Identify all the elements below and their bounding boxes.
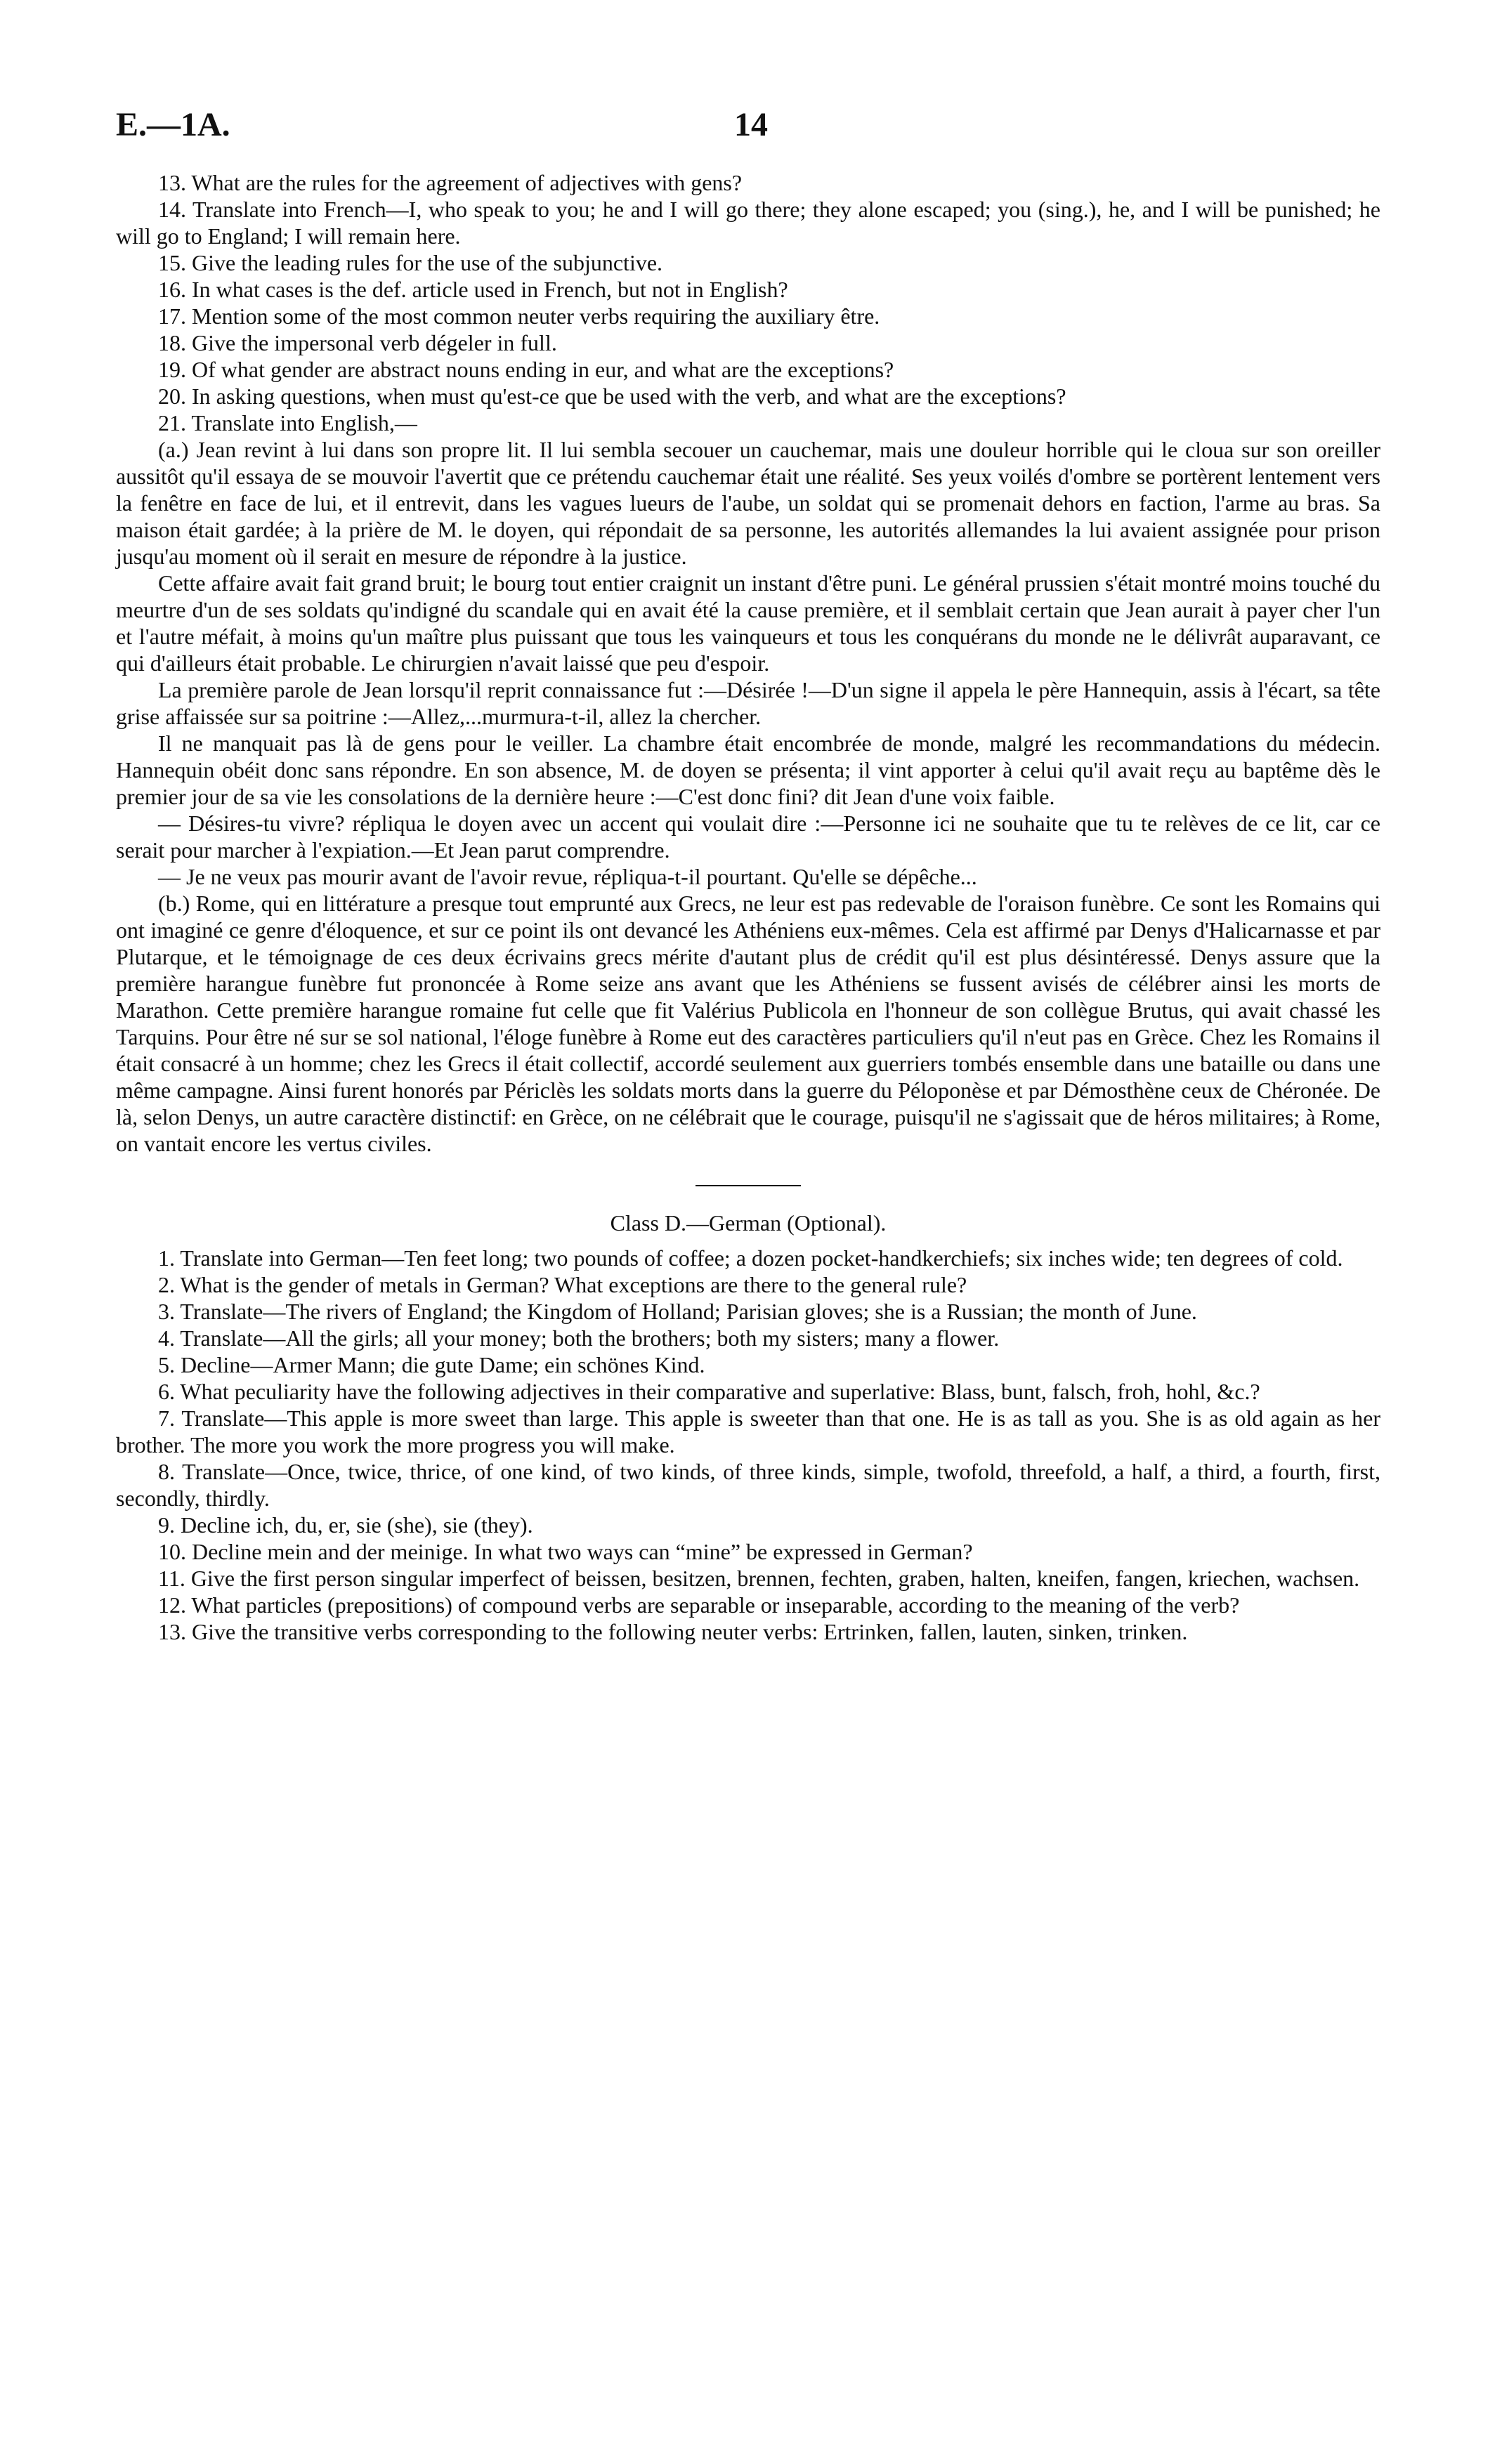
section-title: Class D.—German (Optional). bbox=[610, 1210, 887, 1236]
question: 3. Translate—The rivers of England; the Kingdom of Holland; Parisian gloves; she is a Russian; the month of June. bbox=[158, 1299, 1197, 1324]
question: 17. Mention some of the most common neuter verbs requiring the auxiliary être. bbox=[158, 303, 880, 329]
french-questions bbox=[116, 169, 1380, 436]
question: 13. Give the transitive verbs corresponding to the following neuter verbs: Ertrinken, fallen, lauten, sinken, trinken. bbox=[158, 1619, 1188, 1644]
question: 1. Translate into German—Ten feet long; two pounds of coffee; a dozen pocket-handkerchiefs; six inches wide; ten degrees of cold. bbox=[158, 1245, 1343, 1271]
question: 8. Translate—Once, twice, thrice, of one kind, of two kinds, of three kinds, simple, twofold, threefold, a half, a third, a fourth, first, secondly, thirdly. bbox=[116, 1459, 1380, 1511]
document-code: E.—1A. bbox=[116, 106, 230, 143]
question: 7. Translate—This apple is more sweet than large. This apple is sweeter than that one. He is as tall as you. She is as old again as her brother. The more you work the more progress you will make. bbox=[116, 1405, 1380, 1457]
question: 5. Decline—Armer Mann; die gute Dame; ein schönes Kind. bbox=[158, 1352, 705, 1377]
paragraph: Cette affaire avait fait grand bruit; le bourg tout entier craignit un instant d'être puni. Le général prussien s'était montré moins touché du meurtre d'un de ses soldats qu'indigné du scandale qui en avait été la cause première, et il semblait certain que Jean aurait à payer cher l'un et l'autre méfait, à moins qu'un maître plus puissant que tous les vainqueurs et tous les conquérans du monde ne le délivrât auparavant, ce qui d'ailleurs était probable. Le chirurgien n'avait laissé que peu d'espoir. bbox=[116, 570, 1380, 676]
question: 15. Give the leading rules for the use of the subjunctive. bbox=[158, 250, 663, 275]
document-page bbox=[116, 105, 1380, 1645]
paragraph: Il ne manquait pas là de gens pour le veiller. La chambre était encombrée de monde, malgré les recommandations du médecin. Hannequin obéit donc sans répondre. En son absence, M. de doyen se présenta; il vint apporter à celui qu'il avait reçu au baptême dès le premier jour de sa vie les consolations de la dernière heure :—C'est donc fini? dit Jean d'une voix faible. bbox=[116, 730, 1380, 809]
question: 18. Give the impersonal verb dégeler in full. bbox=[158, 330, 557, 355]
paragraph: — Désires-tu vivre? répliqua le doyen avec un accent qui voulait dire :—Personne ici ne souhaite que tu te relèves de ce lit, car ce serait pour marcher à l'expiation.—Et Jean parut comprendre. bbox=[116, 811, 1380, 863]
question: 11. Give the first person singular imperfect of beissen, besitzen, brennen, fechten, graben, halten, kneifen, fangen, kriechen, wachsen. bbox=[158, 1566, 1360, 1591]
page-header bbox=[116, 105, 1380, 144]
german-questions bbox=[116, 1245, 1380, 1645]
question: 20. In asking questions, when must qu'est-ce que be used with the verb, and what are the exceptions? bbox=[158, 384, 1066, 409]
question: 14. Translate into French—I, who speak to you; he and I will go there; they alone escaped; you (sing.), he, and I will be punished; he will go to England; I will remain here. bbox=[116, 197, 1380, 249]
question: 12. What particles (prepositions) of compound verbs are separable or inseparable, according to the meaning of the verb? bbox=[158, 1592, 1240, 1618]
question: 13. What are the rules for the agreement of adjectives with gens? bbox=[158, 170, 743, 195]
question: 9. Decline ich, du, er, sie (she), sie (they). bbox=[158, 1512, 533, 1538]
question: 4. Translate—All the girls; all your money; both the brothers; both my sisters; many a flower. bbox=[158, 1325, 1000, 1351]
question: 6. What peculiarity have the following adjectives in their comparative and superlative: Blass, bunt, falsch, froh, hohl, &c.? bbox=[158, 1379, 1260, 1404]
question: 10. Decline mein and der meinige. In what two ways can “mine” be expressed in German? bbox=[158, 1539, 973, 1564]
question: 16. In what cases is the def. article used in French, but not in English? bbox=[158, 277, 788, 302]
page-number: 14 bbox=[734, 106, 768, 143]
section-divider bbox=[696, 1185, 801, 1186]
passage-b: (b.) Rome, qui en littérature a presque tout emprunté aux Grecs, ne leur est pas redevable de l'oraison funèbre. Ce sont les Romains qui ont imaginé ce genre d'éloquence, et sur ce point ils ont devancé les Athéniens eux-mêmes. Cela est affirmé par Denys d'Halicarnasse et par Plutarque, et le témoignage de ces deux écrivains grecs mérite d'autant plus de crédit qu'il est plus désintéressé. Denys assure que la première harangue funèbre fut prononcée à Rome seize ans avant que les Athéniens se fussent avisés de célébrer ainsi les morts de Marathon. Cette première harangue romaine fut celle que fit Valérius Publicola en l'honneur de son collègue Brutus, qui avait chassé les Tarquins. Pour être né sur se sol national, l'éloge funèbre à Rome eut des caractères particuliers qu'il n'eut pas en Grèce. Chez les Romains il était consacré à un homme; chez les Grecs il était collectif, accordé seulement aux guerriers tombés ensemble dans une bataille ou dans une même campagne. Ainsi furent honorés par Périclès les soldats morts dans la guerre du Péloponèse et par Démosthène ceux de Chéronée. De là, selon Denys, un autre caractère distinctif: en Grèce, on ne célébrait que le courage, puisqu'il ne s'agissait que de héros militaires; à Rome, on vantait encore les vertus civiles. bbox=[116, 891, 1380, 1156]
paragraph: La première parole de Jean lorsqu'il reprit connaissance fut :—Désirée !—D'un signe il appela le père Hannequin, assis à l'écart, sa tête grise affaissée sur sa poitrine :—Allez,...murmura-t-il, allez la chercher. bbox=[116, 677, 1380, 729]
question: 19. Of what gender are abstract nouns ending in eur, and what are the exceptions? bbox=[158, 357, 894, 382]
passage-a bbox=[116, 436, 1380, 890]
paragraph: (a.) Jean revint à lui dans son propre lit. Il lui sembla secouer un cauchemar, mais une douleur horrible qui le cloua sur son oreiller aussitôt qu'il essaya de se mouvoir l'avertit que ce prétendu cauchemar était une réalité. Ses yeux voilés d'ombre se portèrent lentement vers la fenêtre en face de lui, et il entrevit, dans les vagues lueurs de l'aube, un soldat qui se promenait dehors en faction, l'arme au bras. Sa maison était gardée; à la prière de M. le doyen, qui répondait de sa personne, les autorités allemandes la lui avaient assignée pour prison jusqu'au moment où il serait en mesure de répondre à la justice. bbox=[116, 437, 1380, 569]
paragraph: — Je ne veux pas mourir avant de l'avoir revue, répliqua-t-il pourtant. Qu'elle se dépêche... bbox=[158, 864, 977, 889]
question: 2. What is the gender of metals in German? What exceptions are there to the general rule? bbox=[158, 1272, 967, 1297]
question: 21. Translate into English,— bbox=[158, 410, 417, 435]
